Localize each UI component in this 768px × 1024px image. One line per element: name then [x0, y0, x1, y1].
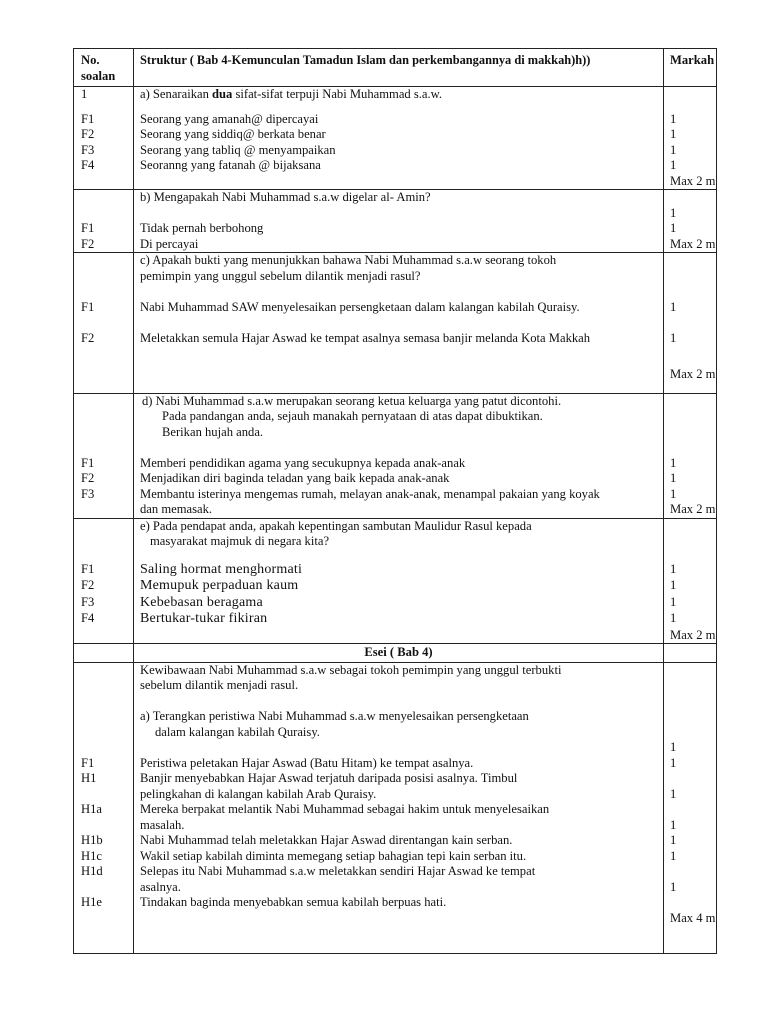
question-prompt: a) Terangkan peristiwa Nabi Muhammad s.a.w menyelesaikan persengketaan [140, 709, 529, 723]
answer-line: Seorang yang tabliq @ menyampaikan [140, 142, 336, 157]
answer-line: Menjadikan diri baginda teladan yang baik kepada anak-anak [140, 471, 450, 485]
question-prompt: c) Apakah bukti yang menunjukkan bahawa Nabi Muhammad s.a.w seorang tokoh [140, 253, 557, 267]
question-prompt: b) Mengapakah Nabi Muhammad s.a.w digelar al- Amin? [140, 190, 431, 204]
max-mark: Max 2 m [670, 366, 716, 381]
question-cell [134, 393, 664, 518]
answer-line: asalnya. [140, 879, 181, 894]
header-markah: Markah [664, 49, 717, 87]
question-1d-row [74, 393, 717, 518]
question-cell [134, 253, 664, 394]
answer-line: masalah. [140, 817, 185, 832]
answer-line: Banjir menyebabkan Hajar Aswad terjatuh daripada posisi asalnya. Timbul [140, 771, 518, 785]
codes-cell: F1 F2 F3 [74, 393, 134, 518]
answer-line: Wakil setiap kabilah diminta memegang setiap bahagian tepi kain serban itu. [140, 848, 527, 863]
esei-header-row [74, 644, 717, 663]
answer-line: Peristiwa peletakan Hajar Aswad (Batu Hitam) ke tempat asalnya. [140, 755, 474, 770]
header-no-soalan: No. soalan [74, 49, 134, 87]
max-mark: Max 2 m [670, 627, 716, 642]
answer-line: Saling hormat menghormati [140, 561, 303, 577]
marks-cell: 1 1 1 1 Max 2 m [664, 518, 717, 644]
answer-line: Kebebasan beragama [140, 594, 263, 610]
codes-cell: F1 H1 H1a H1b H1c H1d H1e [74, 662, 134, 953]
codes-cell: F1 F2 F3 F4 [74, 518, 134, 644]
max-mark: Max 2 m [670, 502, 716, 516]
question-prompt: e) Pada pendapat anda, apakah kepentingan sambutan Maulidur Rasul kepada [140, 518, 532, 533]
question-1e-row [74, 518, 717, 644]
answer-scheme-document [73, 48, 717, 954]
answer-line: Memberi pendidikan agama yang secukupnya kepada anak-anak [140, 455, 466, 470]
esei-question-cell [134, 662, 664, 953]
marks-cell: 1 1 1 Max 2 m [664, 393, 717, 518]
question-1a-row [74, 87, 717, 190]
marks-cell: 1 1 Max 2 m [664, 190, 717, 253]
answer-line: Meletakkan semula Hajar Aswad ke tempat asalnya semasa banjir melanda Kota Makkah [140, 330, 591, 345]
answer-scheme-table [73, 48, 717, 954]
answer-line: Mereka berpakat melantik Nabi Muhammad sebagai hakim untuk menyelesaikan [140, 802, 550, 816]
answer-line: Di percayai [140, 236, 199, 251]
question-prompt-cont: dalam kalangan kabilah Quraisy. [155, 724, 320, 739]
marks-cell: 1 1 Max 2 m [664, 253, 717, 394]
header-struktur: Struktur ( Bab 4-Kemunculan Tamadun Islam dan perkembangannya di makkah)h)) [134, 49, 664, 87]
marks-cell: 1 1 1 1 Max 2 m [664, 87, 717, 190]
answer-line: Seorang yang amanah@ dipercayai [140, 111, 319, 126]
answer-line: pelingkahan di kalangan kabilah Arab Quraisy. [140, 786, 377, 801]
answer-line: Tidak pernah berbohong [140, 221, 264, 235]
max-mark: Max 2 m [670, 173, 716, 188]
esei-row [74, 662, 717, 953]
esei-intro-cont: sebelum dilantik menjadi rasul. [140, 678, 299, 692]
answer-line: Memupuk perpaduan kaum [140, 578, 299, 593]
codes-cell: F1 F2 [74, 190, 134, 253]
question-cell [134, 190, 664, 253]
max-mark: Max 2 m [670, 236, 716, 251]
answer-line: Membantu isterinya mengemas rumah, melayan anak-anak, menampal pakaian yang koyak dan memasak. [140, 486, 600, 516]
question-prompt-cont: masyarakat majmuk di negara kita? [150, 534, 330, 548]
max-mark: Max 4 m [670, 910, 716, 925]
answer-line: Bertukar-tukar fikiran [140, 611, 268, 626]
codes-cell: 1 F1 F2 F3 F4 [74, 87, 134, 190]
question-prompt-cont: Berikan hujah anda. [162, 424, 264, 439]
esei-intro: Kewibawaan Nabi Muhammad s.a.w sebagai tokoh pemimpin yang unggul terbukti [140, 662, 562, 677]
question-prompt-cont: Pada pandangan anda, sejauh manakah pernyataan di atas dapat dibuktikan. [162, 409, 543, 423]
esei-title: Esei ( Bab 4) [134, 644, 664, 663]
question-cell [134, 87, 664, 190]
answer-line: Seorang yang siddiq@ berkata benar [140, 127, 326, 141]
question-prompt: d) Nabi Muhammad s.a.w merupakan seorang ketua keluarga yang patut dicontohi. [142, 393, 562, 408]
question-1c-row [74, 253, 717, 394]
codes-cell: F1 F2 [74, 253, 134, 394]
question-prompt: a) Senaraikan dua sifat-sifat terpuji Nabi Muhammad s.a.w. [140, 87, 443, 101]
table-header-row [74, 49, 717, 87]
marks-cell: 1 1 1 1 1 1 1 Max 4 m [664, 662, 717, 953]
answer-line: Selepas itu Nabi Muhammad s.a.w meletakkan sendiri Hajar Aswad ke tempat [140, 864, 536, 878]
answer-line: Seoranng yang fatanah @ bijaksana [140, 158, 321, 172]
question-1b-row [74, 190, 717, 253]
answer-line: Nabi Muhammad telah meletakkan Hajar Aswad direntangan kain serban. [140, 833, 513, 847]
question-cell [134, 518, 664, 644]
question-prompt-cont: pemimpin yang unggul sebelum dilantik menjadi rasul? [140, 268, 421, 283]
answer-line: Tindakan baginda menyebabkan semua kabilah berpuas hati. [140, 895, 447, 909]
answer-line: Nabi Muhammad SAW menyelesaikan persengketaan dalam kalangan kabilah Quraisy. [140, 299, 580, 314]
